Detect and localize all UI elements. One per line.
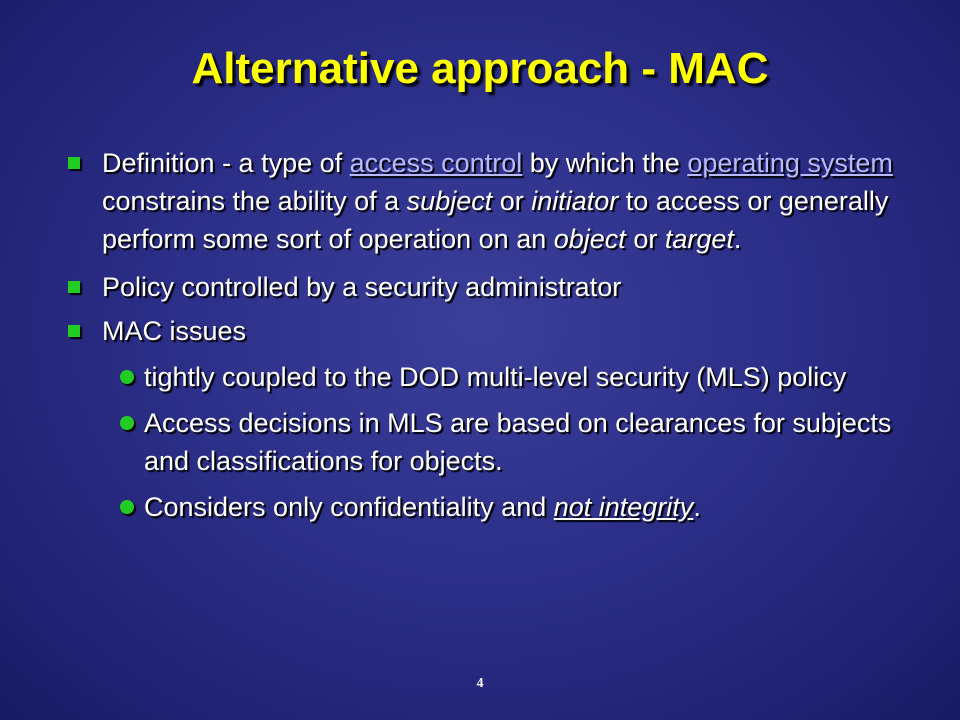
- subbullet-confidentiality: [68, 488, 908, 526]
- bullet-mac-issues: [68, 312, 908, 350]
- bullet-policy: [68, 268, 908, 306]
- subbullet-text: tightly coupled to the DOD multi-level security (MLS) policy: [144, 362, 847, 392]
- square-bullet-icon: [68, 325, 80, 337]
- bullet-definition: [68, 144, 908, 258]
- subbullet-text: Access decisions in MLS are based on clearances for subjects and classifications for objects.: [144, 408, 892, 476]
- round-bullet-icon: [120, 416, 134, 430]
- square-bullet-icon: [68, 281, 80, 293]
- subbullet-access-decisions: [68, 404, 908, 480]
- operating-system-link[interactable]: operating system: [687, 148, 893, 178]
- round-bullet-icon: [120, 370, 134, 384]
- mac-issues-text: MAC issues: [102, 316, 247, 346]
- definition-text: constrains the ability of a: [102, 186, 407, 216]
- definition-text: or: [625, 224, 665, 254]
- definition-text: .: [733, 224, 742, 254]
- emphasis-initiator: initiator: [531, 186, 619, 216]
- slide-body: [68, 144, 908, 534]
- page-number: 4: [476, 676, 484, 691]
- emphasis-subject: subject: [406, 186, 493, 216]
- definition-text: or: [492, 186, 532, 216]
- subbullet-text: Considers only confidentiality and: [144, 492, 554, 522]
- round-bullet-icon: [120, 500, 134, 514]
- policy-text: Policy controlled by a security administrator: [102, 272, 622, 302]
- emphasis-not-integrity: not integrity: [553, 492, 694, 522]
- subbullet-mls-coupling: [68, 358, 908, 396]
- square-bullet-icon: [68, 157, 80, 169]
- definition-text: to access or generally perform some sort of operation on an: [102, 186, 889, 254]
- slide-title: Alternative approach - MAC: [191, 44, 769, 93]
- emphasis-object: object: [553, 224, 626, 254]
- subbullet-text: .: [693, 492, 701, 522]
- definition-text: by which the: [522, 148, 688, 178]
- emphasis-target: target: [664, 224, 734, 254]
- access-control-link[interactable]: access control: [349, 148, 523, 178]
- definition-text: Definition - a type of: [102, 148, 350, 178]
